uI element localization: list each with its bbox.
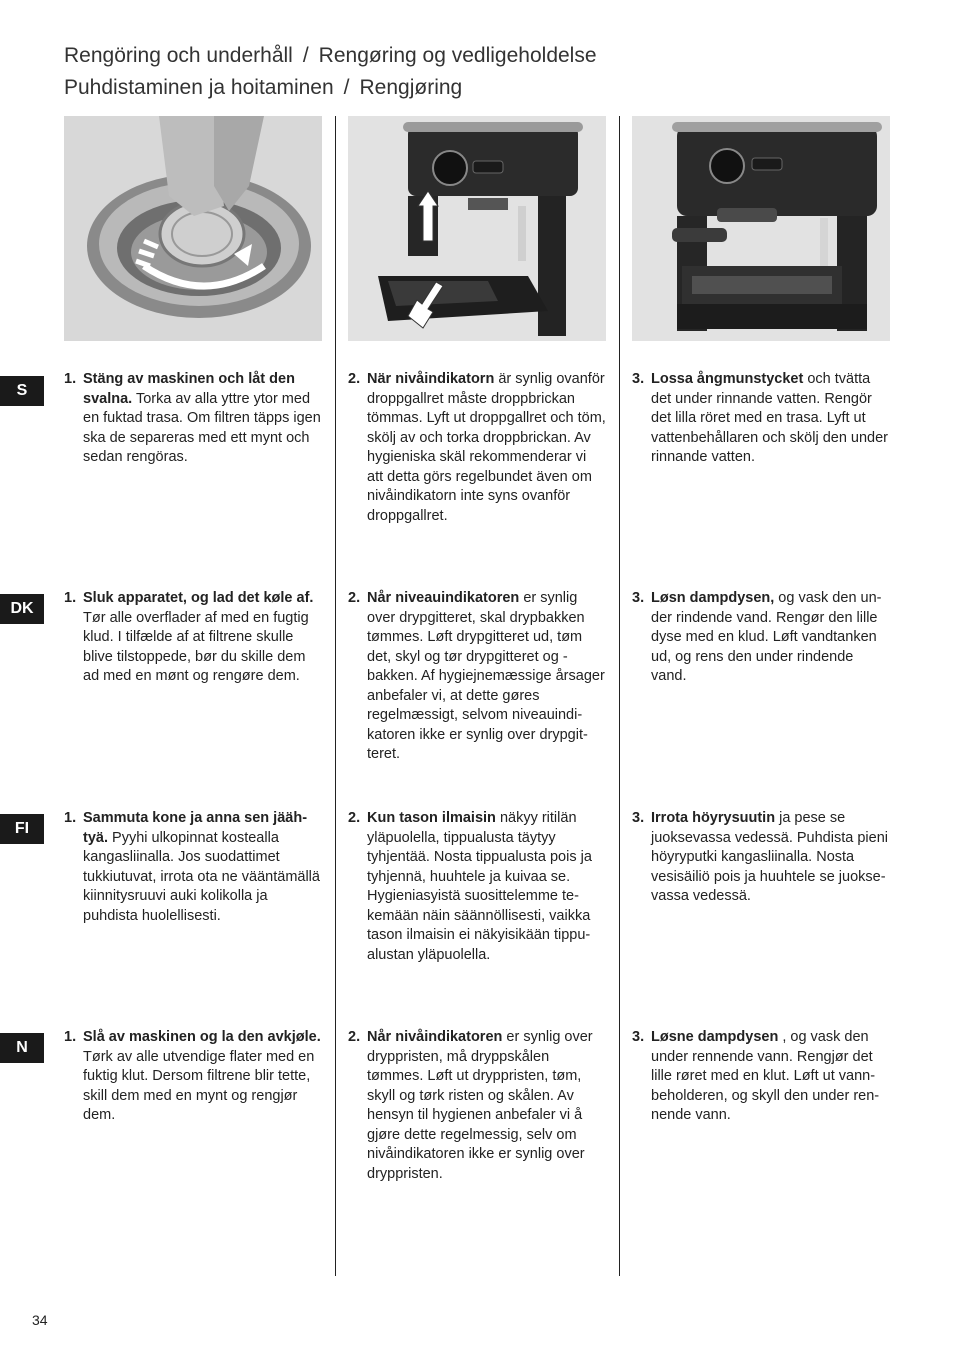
step-text xyxy=(83,809,322,926)
column-divider xyxy=(619,116,620,1276)
step-lead: Når niveauindikatoren xyxy=(367,590,520,606)
step-lead: Slå av maskinen og la den avkjøle. xyxy=(83,1029,321,1045)
espresso-machine-steam-nozzle-illustration xyxy=(632,116,890,341)
step-body: ja pese se juoksevassa vedessä. Puhdista pieni höyryputki kangasliinalla. Nosta vesisäiliö pois ja huuhtele se juoksevassa vedessä. xyxy=(651,810,888,904)
step-2-finnish xyxy=(348,809,606,965)
step-1-danish xyxy=(64,589,322,687)
title-danish: Rengøring og vedligeholdelse xyxy=(318,44,597,67)
step-body: Pyyhi ulkopinnat kostealla kangasliinalla. Jos suodattimet tukkiutuvat, irrota ota ne vääntämällä kiinnitysruuvi auki kolikolla ja puhdista huolellisesti. xyxy=(83,829,320,924)
header-separator: / xyxy=(302,44,309,67)
step-lead: Stäng av maskinen och låt den svalna. xyxy=(83,371,295,407)
header-line-1 xyxy=(64,40,597,72)
filter-basket-with-coin-photo xyxy=(64,116,322,341)
step-lead: Lossa ångmunstycket xyxy=(651,371,804,387)
step-1-finnish xyxy=(64,809,322,926)
title-finnish: Puhdistaminen ja hoitaminen xyxy=(64,76,334,99)
step-3-norwegian xyxy=(632,1028,890,1126)
step-lead: Løsn dampdysen, xyxy=(651,590,775,606)
language-tab-danish: DK xyxy=(0,594,44,624)
step-3-swedish xyxy=(632,370,890,468)
language-tab-swedish: S xyxy=(0,376,44,406)
step-text xyxy=(367,809,606,965)
step-lead: Irrota höyrysuutin xyxy=(651,810,776,826)
step-text xyxy=(651,809,890,907)
header-separator: / xyxy=(343,76,350,99)
step-body: er synlig over drypgitteret, skal drypbakken tømmes. Løft drypgitteret ud, tøm det, skyl og tør drypgitteret og -bakken. Af hygiejnemæssige årsager anbefaler vi, at dette gøres regelmæssigt, selvom niveauindikatoren ikke er synlig over drypgitteret. xyxy=(367,590,605,762)
step-3-danish xyxy=(632,589,890,687)
step-body: är synlig ovanför droppgallret måste droppbrickan tömmas. Lyft ut droppgallret och töm, skölj av och torka droppbrickan. Av hygieniska skäl rekommenderar vi att detta görs regelbundet även om nivåindikatorn inte syns ovanför droppgallret. xyxy=(367,371,606,524)
step-lead: Kun tason ilmaisin xyxy=(367,810,496,826)
step-1-swedish xyxy=(64,370,322,468)
step-number: 1. xyxy=(64,1029,77,1045)
step-number: 3. xyxy=(632,590,645,606)
step-text xyxy=(83,370,322,468)
title-swedish: Rengöring och underhåll xyxy=(64,44,293,67)
step-text xyxy=(367,589,606,765)
title-norwegian: Rengjøring xyxy=(359,76,463,99)
step-number: 1. xyxy=(64,810,77,826)
page-number: 34 xyxy=(32,1312,48,1328)
step-number: 2. xyxy=(348,371,361,387)
step-body: er synlig over dryppristen, må dryppskålen tømmes. Løft ut dryppristen, tøm, skyll og tørk risten og skålen. Av hensyn til hygienen anbefaler vi å gjøre dette regelmessig, selv om nivåindikatoren ikke er synlig over dryppristen. xyxy=(367,1029,593,1182)
step-number: 2. xyxy=(348,1029,361,1045)
step-body: Tør alle overflader af med en fugtig klud. I tilfælde af at filtrene skulle blive tilstoppede, bør du skille dem ad med en mønt og rengøre dem. xyxy=(83,609,309,684)
step-lead: Sammuta kone ja anna sen jäähtyä. xyxy=(83,810,308,846)
step-lead: Når nivåindikatoren xyxy=(367,1029,503,1045)
step-number: 2. xyxy=(348,810,361,826)
step-text xyxy=(651,370,890,468)
step-1-norwegian xyxy=(64,1028,322,1126)
step-text xyxy=(651,1028,890,1126)
step-lead: Sluk apparatet, og lad det køle af. xyxy=(83,590,314,606)
filter-basket-illustration xyxy=(64,116,322,341)
step-number: 3. xyxy=(632,810,645,826)
step-text xyxy=(83,589,322,687)
language-tab-finnish: FI xyxy=(0,814,44,844)
step-body: näkyy ritilän yläpuolella, tippualusta täytyy tyhjentää. Nosta tippualusta pois ja tyhjennä, huuhtele ja kuivaa se. Hygieniasyistä suosittelemme tekemään näin säännöllisesti, vaikka tason ilmaisin ei näkyisikään tippualustan yläpuolella. xyxy=(367,810,592,963)
step-2-norwegian xyxy=(348,1028,606,1184)
step-body: Torka av alla yttre ytor med en fuktad trasa. Om filtren täpps igen ska de separeras med ett mynt och sedan rengöras. xyxy=(83,390,321,465)
step-lead: När nivåindikatorn xyxy=(367,371,495,387)
step-number: 3. xyxy=(632,371,645,387)
step-body: Tørk av alle utvendige flater med en fuktig klut. Dersom filtrene blir tette, skill dem med en mynt og rengjør dem. xyxy=(83,1048,315,1123)
header-line-2 xyxy=(64,72,597,104)
espresso-machine-drip-tray-illustration xyxy=(348,116,606,341)
step-text xyxy=(367,1028,606,1184)
step-lead: Løsne dampdysen xyxy=(651,1029,779,1045)
step-body: , og vask den under rennende vann. Rengjør det lille røret med en klut. Løft ut vannbeholderen, og skyll den under rennende vann. xyxy=(651,1029,880,1123)
espresso-machine-steam-nozzle-photo xyxy=(632,116,890,341)
step-text xyxy=(651,589,890,687)
page-header xyxy=(64,40,597,104)
step-body: og vask den under rindende vand. Rengør den lille dyse med en klud. Løft vandtanken ud, og rens den under rindende vand. xyxy=(651,590,882,684)
step-2-swedish xyxy=(348,370,606,526)
step-text xyxy=(83,1028,322,1126)
step-3-finnish xyxy=(632,809,890,907)
espresso-machine-drip-tray-removal-photo xyxy=(348,116,606,341)
step-number: 3. xyxy=(632,1029,645,1045)
column-divider xyxy=(335,116,336,1276)
step-2-danish xyxy=(348,589,606,765)
step-number: 1. xyxy=(64,590,77,606)
step-number: 1. xyxy=(64,371,77,387)
step-number: 2. xyxy=(348,590,361,606)
step-text xyxy=(367,370,606,526)
language-tab-norwegian: N xyxy=(0,1033,44,1063)
step-body: och tvätta det under rinnande vatten. Rengör det lilla röret med en trasa. Lyft ut vattenbehållaren och skölj den under rinnande vatten. xyxy=(651,371,888,465)
